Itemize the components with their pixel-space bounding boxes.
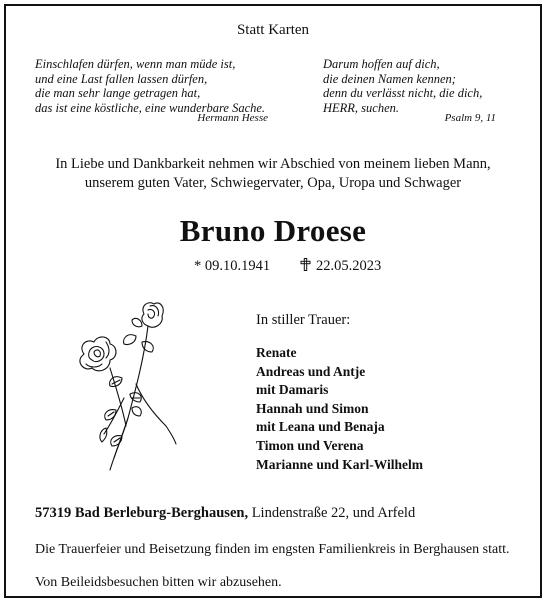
mourner-name: mit Leana und Benaja [256, 419, 385, 435]
birth-date: * 09.10.1941 [194, 258, 271, 274]
death-date-group [300, 258, 381, 275]
poem-left-author: Hermann Hesse [197, 112, 268, 124]
poem-right-line: die deinen Namen kennen; [323, 71, 456, 86]
death-date: 22.05.2023 [316, 258, 382, 274]
cross-icon [300, 258, 311, 271]
obituary-card [4, 4, 542, 598]
poem-right-line: HERR, suchen. [323, 100, 400, 115]
poem-left-line: die man sehr lange getragen hat, [35, 86, 201, 100]
poem-right [323, 57, 482, 115]
mourning-label: In stiller Trauer: [256, 312, 351, 328]
mourner-name: Andreas und Antje [256, 363, 366, 379]
mourner-name: Renate [256, 345, 297, 360]
address-place: 57319 Bad Berleburg-Berghausen, [35, 505, 249, 521]
header-title: Statt Karten [236, 22, 310, 38]
poem-left-line: das ist eine köstliche, eine wunderbare Sache. [35, 100, 266, 115]
poem-left [35, 57, 265, 115]
intro-line: In Liebe und Dankbarkeit nehmen wir Abschied von meinem lieben Mann, [55, 156, 491, 172]
intro-text [6, 155, 540, 192]
funeral-notice: Die Trauerfeier und Beisetzung finden im engsten Familienkreis in Berghausen statt. [35, 542, 510, 557]
poem-right-line: denn du verlässt nicht, die dich, [323, 86, 483, 100]
address-line [35, 505, 415, 522]
poem-left-line: Einschlafen dürfen, wenn man müde ist, [35, 57, 236, 71]
poem-left-line: und eine Last fallen lassen dürfen, [35, 71, 208, 86]
mourner-name: Marianne und Karl-Wilhelm [256, 456, 424, 472]
deceased-name: Bruno Droese [179, 213, 367, 248]
condolence-notice: Von Beileidsbesuchen bitten wir abzusehen. [35, 575, 282, 590]
address-rest: Lindenstraße 22, und Arfeld [251, 505, 416, 521]
intro-line: unserem guten Vater, Schwiegervater, Opa, Uropa und Schwager [84, 174, 462, 191]
poem-right-author: Psalm 9, 11 [444, 112, 496, 124]
mourner-name: mit Damaris [256, 382, 329, 398]
rose-icon [66, 298, 186, 478]
mourner-name: Hannah und Simon [256, 400, 369, 416]
mourners-list [256, 344, 423, 474]
mourner-name: Timon und Verena [256, 437, 364, 453]
poem-right-line: Darum hoffen auf dich, [323, 57, 440, 71]
